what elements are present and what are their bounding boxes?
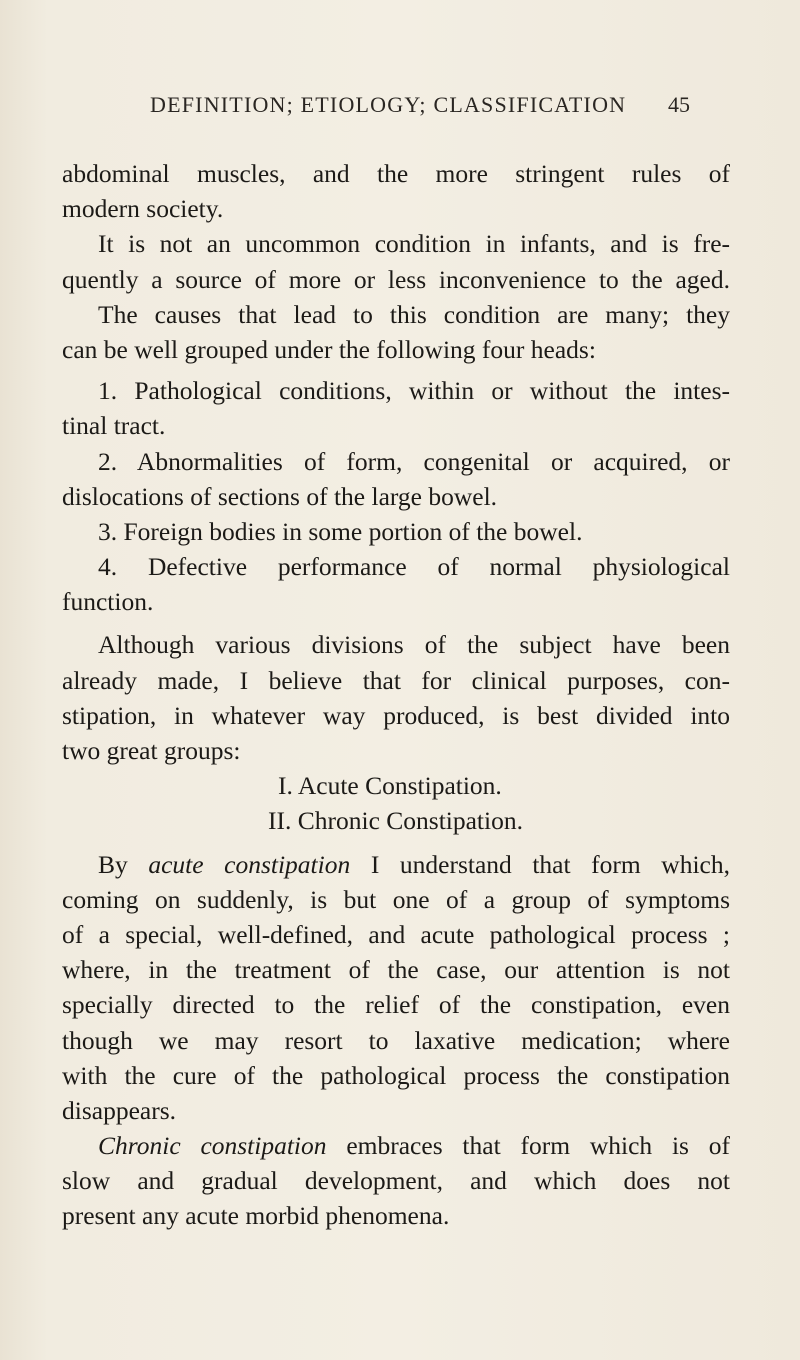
list-item: 4. Defective performance of normal physiological xyxy=(98,552,730,582)
text-line: specially directed to the relief of the constipation, even xyxy=(62,990,730,1020)
group-heading-acute: I. Acute Constipation. xyxy=(278,771,502,801)
text-line: abdominal muscles, and the more stringent rules of xyxy=(62,159,730,188)
text-line: two great groups: xyxy=(62,736,241,765)
text-line xyxy=(62,847,730,882)
list-item: 1. Pathological conditions, within or without the intes- xyxy=(98,376,730,406)
text-line: dislocations of sections of the large bowel. xyxy=(62,481,498,511)
page-number: 45 xyxy=(668,92,690,117)
text-line: It is not an uncommon condition in infants, and is fre- xyxy=(98,229,730,259)
text-fragment: By xyxy=(98,849,128,879)
text-line: of a special, well-defined, and acute pathological process ; xyxy=(62,919,730,949)
text-line: Although various divisions of the subject have been xyxy=(98,630,730,660)
text-line: The causes that lead to this condition are many; they xyxy=(98,299,730,329)
text-fragment: embraces that form which is of xyxy=(346,1131,730,1161)
italic-term: acute constipation xyxy=(148,849,351,879)
text-line: present any acute morbid phenomena. xyxy=(62,1201,450,1231)
text-fragment: understand that form which, xyxy=(399,849,731,879)
text-line xyxy=(62,1128,730,1163)
text-line: tinal tract. xyxy=(62,411,166,441)
text-line: slow and gradual development, and which does not xyxy=(62,1166,730,1196)
text-line: can be well grouped under the following four heads: xyxy=(62,334,596,364)
text-line: quently a source of more or less inconvenience to the aged. xyxy=(62,264,730,294)
text-line: coming on suddenly, is but one of a group of symptoms xyxy=(62,884,730,914)
text-fragment: I xyxy=(370,849,380,879)
text-line: already made, I believe that for clinical purposes, con- xyxy=(62,665,730,695)
text-line: modern society. xyxy=(62,194,224,224)
text-line: with the cure of the pathological process the constipation xyxy=(62,1060,730,1090)
list-item: 3. Foreign bodies in some portion of the bowel. xyxy=(98,516,583,546)
text-line: stipation, in whatever way produced, is best divided into xyxy=(62,700,730,730)
text-line: though we may resort to laxative medication; where xyxy=(62,1025,730,1055)
running-title: DEFINITION; ETIOLOGY; CLASSIFICATION xyxy=(150,92,627,117)
group-heading-chronic: II. Chronic Constipation. xyxy=(268,806,523,836)
text-line: function. xyxy=(62,587,154,617)
text-line: where, in the treatment of the case, our attention is not xyxy=(62,955,730,985)
text-line: disappears. xyxy=(62,1095,177,1125)
list-item: 2. Abnormalities of form, congenital or acquired, or xyxy=(98,446,730,476)
italic-term: Chronic constipation xyxy=(98,1131,327,1161)
body-text xyxy=(62,156,730,1234)
